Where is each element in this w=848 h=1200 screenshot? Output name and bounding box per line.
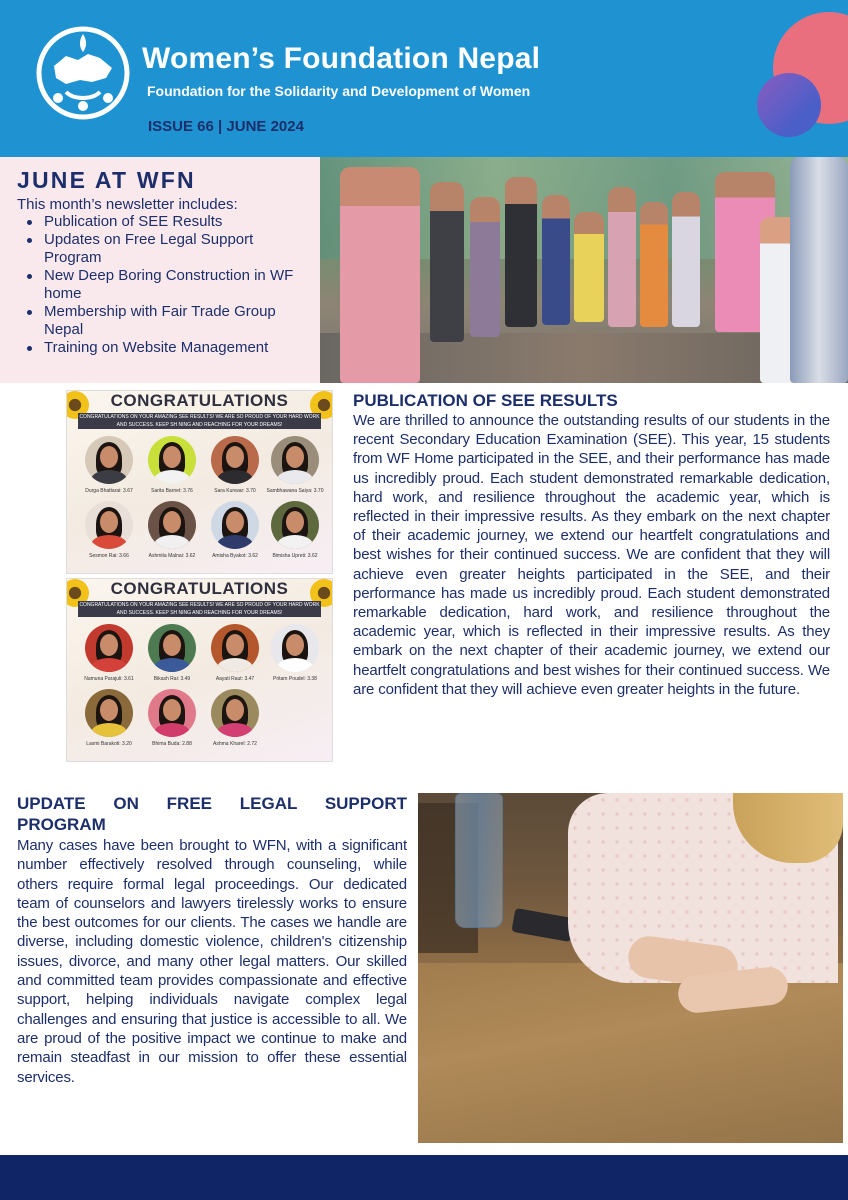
intro-lead: This month’s newsletter includes: — [17, 196, 238, 213]
person-figure — [608, 187, 636, 327]
person-figure — [640, 202, 668, 327]
legal-support-body: Many cases have been brought to WFN, with a significant number effectively resolved through counseling, while others require formal legal proceedings. Our dedicated team of counselors and lawyers tirelessly works to ensure the best outcomes for our clients. The cases we handle are diverse, including domestic violence, children's citizenship issues, divorce, and many other legal matters. Our skilled and committed team provides compassionate and effective support, helping individuals navigate complex legal challenges and ensuring that justice is accessible to all. We are proud of the positive impact we continue to make and remain steadfast in our mission to offer these essential services. — [17, 837, 407, 1086]
student-photo — [271, 624, 319, 672]
see-results-title: PUBLICATION OF SEE RESULTS — [353, 391, 618, 410]
counseling-session-photo — [418, 793, 843, 1143]
student-result: Bhima Buda: 2.88 — [152, 741, 192, 747]
student-result: Bimisha Upreti: 3.62 — [272, 553, 318, 559]
intro-title: JUNE AT WFN — [17, 167, 196, 193]
list-item: Training on Website Management — [24, 339, 314, 357]
water-bottle — [455, 793, 503, 928]
person-figure — [542, 195, 570, 325]
list-item: Membership with Fair Trade Group Nepal — [24, 303, 314, 339]
footer-bar — [0, 1155, 848, 1200]
see-results-body: We are thrilled to announce the outstanding results of our students in the recent Secondary Education Examination (SEE). This year, 15 students from WF Home participated in the SEE, and their performance has made us incredibly proud. Each student demonstrated remarkable dedication, hard work, and resilience throughout the academic year, which is reflected in their impressive results. As they embark on the next chapter of their academic journey, we extend our heartfelt congratulations and best wishes for their continued success. We are confident that they will achieve even greater heights participated in the SEE, and their performance has made us incredibly proud. Each student demonstrated remarkable dedication, hard work, and resilience throughout the academic year, which is reflected in their impressive results. As they embark on the next chapter of their academic journey, we extend our heartfelt congratulations and best wishes for their continued success. We are confident that they will achieve even greater heights in the future. — [353, 412, 830, 698]
organization-tagline: Foundation for the Solidarity and Development of Women — [147, 83, 531, 99]
student-photo — [211, 689, 259, 737]
student-result: Durga Bhattarai: 3.67 — [85, 488, 133, 494]
person-figure — [790, 157, 848, 383]
student-result: Pritam Poudel: 3.38 — [273, 676, 317, 682]
student-photo — [211, 624, 259, 672]
student-photo — [148, 624, 196, 672]
student-photo — [85, 689, 133, 737]
newsletter-header — [0, 0, 848, 157]
card-title: CONGRATULATIONS — [110, 391, 289, 410]
person-figure — [470, 197, 500, 337]
issue-label: ISSUE 66 | JUNE 2024 — [148, 118, 304, 135]
student-result: Namuna Parajuli: 3.61 — [84, 676, 134, 682]
person-figure — [672, 192, 700, 327]
student-result: Sarita Barnet: 3.76 — [151, 488, 193, 494]
student-result: Sara Kunwar: 3.70 — [214, 488, 256, 494]
organization-name: Women’s Foundation Nepal — [142, 42, 541, 75]
student-result: Bikash Rai: 3.49 — [153, 676, 191, 682]
student-photo — [85, 501, 133, 549]
student-photo — [271, 501, 319, 549]
wfn-logo-icon — [36, 26, 130, 120]
student-result: Amisha Byakot: 3.62 — [212, 553, 258, 559]
congratulations-card — [66, 390, 333, 574]
list-item: Updates on Free Legal Support Program — [24, 231, 314, 267]
person-figure — [505, 177, 537, 327]
list-item: New Deep Boring Construction in WF home — [24, 267, 314, 303]
student-photo — [85, 436, 133, 484]
legal-support-title: UPDATE ON FREE LEGAL SUPPORT PROGRAM — [17, 794, 407, 834]
group-celebration-photo — [320, 157, 848, 383]
decorative-circle-purple — [757, 73, 821, 137]
person-figure — [430, 182, 464, 342]
mobile-phone — [511, 908, 574, 942]
student-result: Aayati Raut: 3.47 — [215, 676, 255, 682]
card-title: CONGRATULATIONS — [110, 579, 289, 598]
card-message: CONGRATULATIONS ON YOUR AMAZING SEE RESULTS! WE ARE SO PROUD OF YOUR HARD WORK AND SUCCESS. KEEP SH NING AND REACHING FOR YOUR DREAMS! — [79, 414, 320, 428]
person-figure — [340, 167, 420, 383]
list-item: Publication of SEE Results — [24, 213, 314, 231]
student-photo — [85, 624, 133, 672]
student-photo — [271, 436, 319, 484]
student-result: Sambhawana Saiya: 3.70 — [266, 488, 324, 494]
student-photo — [148, 501, 196, 549]
congratulations-card — [66, 578, 333, 762]
student-result: Sesmon Rai: 3.66 — [89, 553, 129, 559]
student-photo — [148, 689, 196, 737]
card-message: CONGRATULATIONS ON YOUR AMAZING SEE RESULTS! WE ARE SO PROUD OF YOUR HARD WORK AND SUCCESS. KEEP SH NING AND REACHING FOR YOUR DREAMS! — [79, 602, 320, 616]
person-figure — [574, 212, 604, 322]
student-photo — [148, 436, 196, 484]
student-result: Ashmita Malnai: 3.62 — [148, 553, 196, 559]
student-photo — [211, 436, 259, 484]
student-photo — [211, 501, 259, 549]
intro-list — [24, 213, 314, 357]
student-result: Ashma Kharel: 2.72 — [213, 741, 257, 747]
student-result: Laxmi Barakoti: 3.20 — [86, 741, 132, 747]
